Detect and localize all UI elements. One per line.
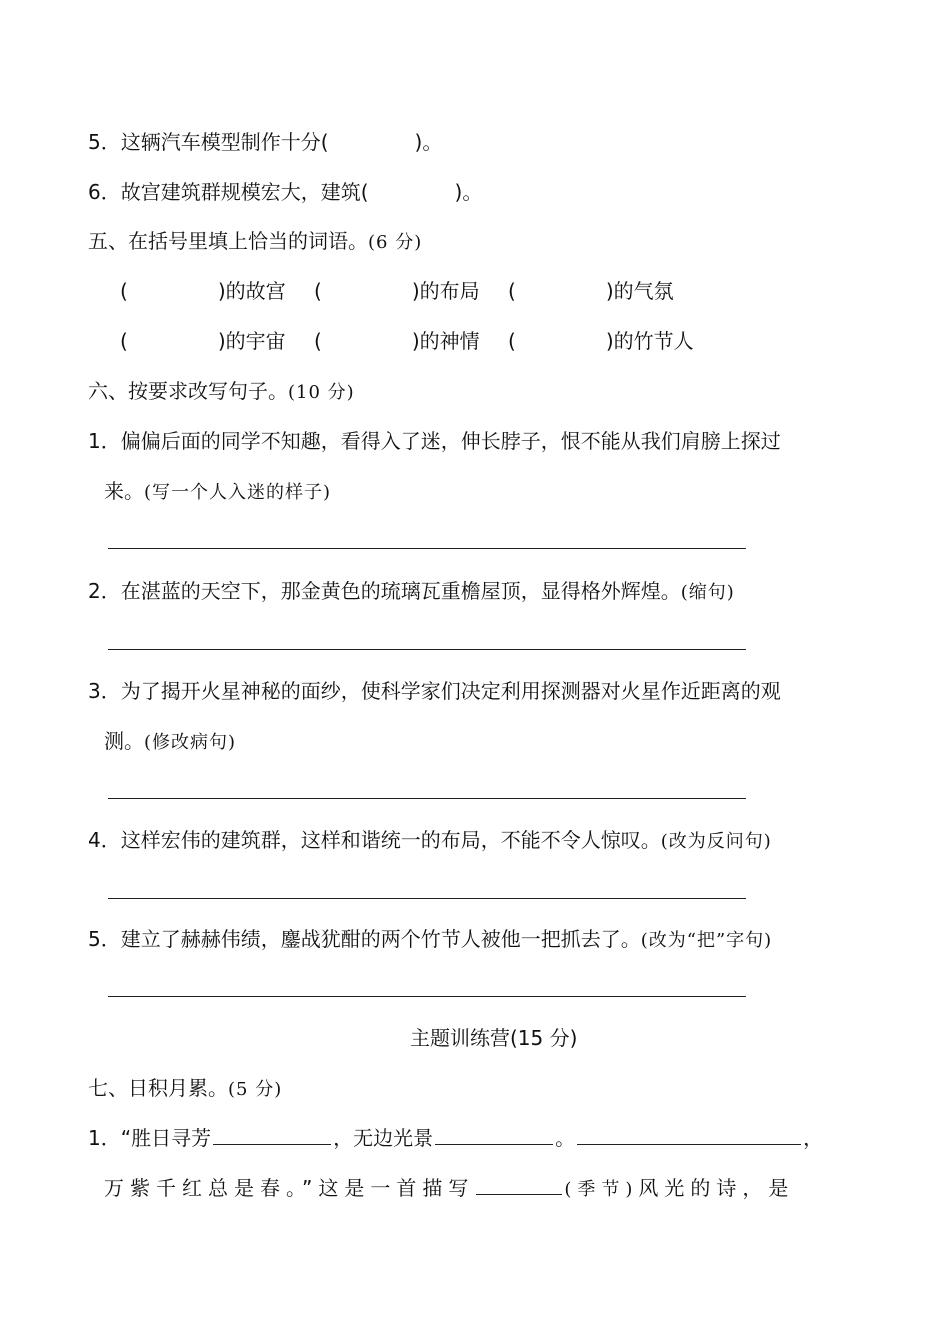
fill-blank[interactable] (577, 1124, 801, 1145)
poem-question-1-cont: 万紫千红总是春。”这是一首描写 (季节)风光的诗，是 (104, 1176, 795, 1200)
section-6-heading: 六、按要求改写句子。(10 分) (88, 379, 355, 403)
fill-row-1: ( )的故宫 (120, 279, 286, 303)
fill-blank[interactable] (435, 1124, 553, 1145)
poem-question-1: 1．“胜日寻芳 ，无边光景 。 ， (88, 1126, 824, 1150)
rewrite-question-5: 5．建立了赫赫伟绩，鏖战犹酣的两个竹节人被他一把抓去了。(改为“把”字句) (88, 927, 773, 951)
theme-heading: 主题训练营(15 分) (410, 1026, 578, 1050)
rewrite-question-4: 4．这样宏伟的建筑群，这样和谐统一的布局，不能不令人惊叹。(改为反问句) (88, 828, 772, 852)
rewrite-question-1: 1．偏偏后面的同学不知趣，看得入了迷，伸长脖子，恨不能从我们肩膀上探过 (88, 429, 781, 453)
rewrite-question-3-cont: 测。(修改病句) (104, 729, 237, 753)
rewrite-question-2: 2．在湛蓝的天空下，那金黄色的琉璃瓦重檐屋顶，显得格外辉煌。(缩句) (88, 579, 735, 603)
fill-row-2: ( )的神情 (314, 329, 480, 353)
answer-line[interactable] (108, 798, 746, 799)
question-item-6: 6．故宫建筑群规模宏大，建筑( )。 (88, 180, 483, 204)
rewrite-question-1-cont: 来。(写一个人入迷的样子) (104, 479, 332, 503)
fill-blank[interactable] (476, 1174, 562, 1195)
section-7-heading: 七、日积月累。(5 分) (88, 1076, 283, 1100)
answer-line[interactable] (108, 649, 746, 650)
fill-row-1: ( )的气氛 (508, 279, 674, 303)
fill-blank[interactable] (213, 1124, 331, 1145)
fill-row-2: ( )的竹节人 (508, 329, 694, 353)
answer-line[interactable] (108, 548, 746, 549)
answer-line[interactable] (108, 898, 746, 899)
fill-row-1: ( )的布局 (314, 279, 480, 303)
fill-row-2: ( )的宇宙 (120, 329, 286, 353)
section-5-heading: 五、在括号里填上恰当的词语。(6 分) (88, 229, 423, 253)
answer-line[interactable] (108, 996, 746, 997)
question-item-5: 5．这辆汽车模型制作十分( )。 (88, 130, 443, 154)
rewrite-question-3: 3．为了揭开火星神秘的面纱，使科学家们决定利用探测器对火星作近距离的观 (88, 679, 781, 703)
